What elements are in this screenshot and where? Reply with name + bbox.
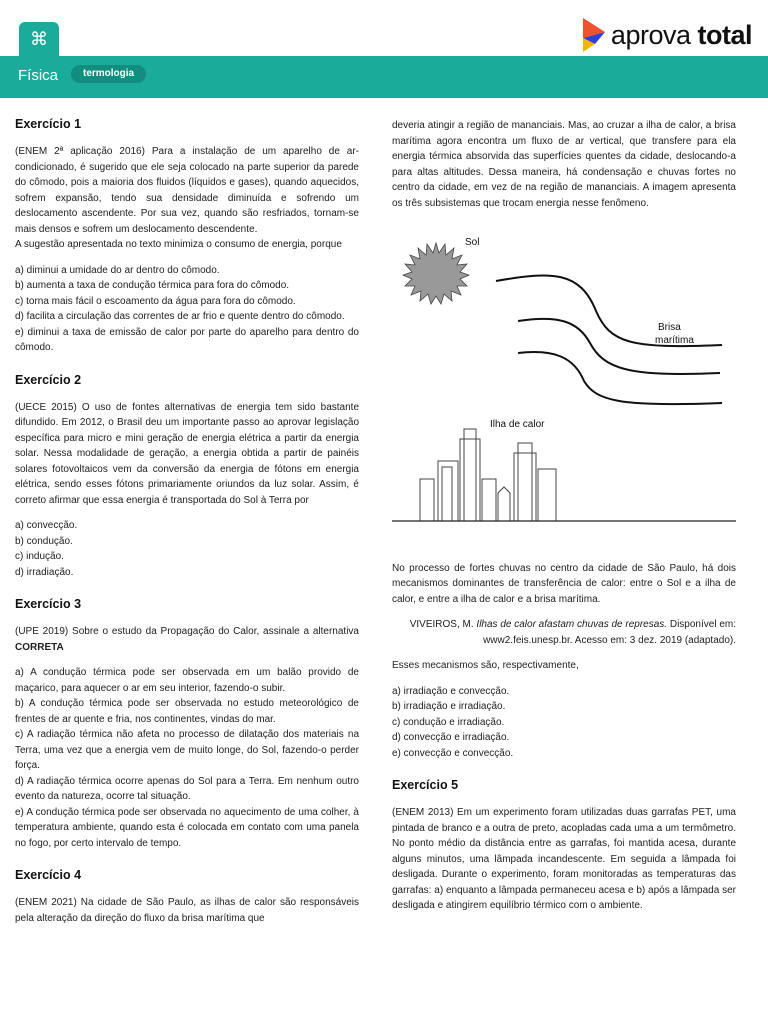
option-d[interactable]: d) convecção e irradiação.: [392, 732, 510, 743]
exercise-2-title: Exercício 2: [15, 372, 82, 387]
option-c[interactable]: c) condução e irradiação.: [392, 716, 505, 728]
top-bar: [0, 0, 768, 56]
option-a[interactable]: a) convecção.: [15, 520, 78, 531]
breeze-label-1: Brisa: [658, 322, 681, 333]
exercise-3-title: Exercício 3: [15, 597, 82, 611]
citation: VIVEIROS, M. Ilhas de calor afastam chuvas de represas. Disponível em: www2.feis.unesp.br. Acesso em: 3 dez. 2019 (adaptado).: [409, 619, 736, 646]
exercise-1-text: (ENEM 2ª aplicação 2016) Para a instalação de um aparelho de ar-condicionado, é sugerido que ele seja colocado na parte superior da parede do cômodo, pois a maioria dos fluidos (líquidos e gases), quando aquecidos, sofrem expansão, tendo sua densidade diminuída e sofrendo um deslocamento ascendente. Por sua vez, quando são resfriados, tornam-se mais densos e sofrem um deslocamento descendente.: [15, 146, 359, 235]
subject-header: [0, 56, 768, 98]
option-b[interactable]: b) aumenta a taxa de condução térmica para fora do cômodo.: [15, 280, 290, 291]
exercise-2-options: [15, 518, 359, 580]
exercise-4-question: Esses mecanismos são, respectivamente,: [392, 660, 579, 671]
exercise-4-options: [392, 684, 736, 762]
exercise-5-title: Exercício 5: [392, 778, 459, 792]
exercise-4-text-start: (ENEM 2021) Na cidade de São Paulo, as ilhas de calor são responsáveis pela alteração da direção do fluxo da brisa marítima que: [15, 897, 359, 924]
right-column: [392, 118, 736, 914]
option-c[interactable]: c) torna mais fácil o escoamento da água para fora do cômodo.: [15, 295, 296, 307]
exercise-5-text: (ENEM 2013) Em um experimento foram utilizadas duas garrafas PET, uma pintada de branco e a outra de preto, acopladas cada uma a um termômetro. No ponto médio da distância entre as garrafas, foi mantida acesa, durante alguns minutos, uma lâmpada incandescente. Em seguida a lâmpada foi desligada. Durante o experimento, foram monitoradas as temperaturas das garrafas: a) enquanto a lâmpada permaneceu acesa e b) após a lâmpada ser desligada e atingirem equilíbrio térmico com o ambiente.: [392, 807, 736, 911]
option-b[interactable]: b) A condução térmica pode ser observada no estudo meteorológico de frentes de ar quente e fria, nos continentes, vindas do mar.: [15, 698, 359, 725]
island-label: Ilha de calor: [490, 419, 545, 430]
option-c[interactable]: c) indução.: [15, 551, 64, 562]
option-a[interactable]: a) irradiação e convecção.: [392, 685, 510, 697]
exercise-1-question: A sugestão apresentada no texto minimiza o consumo de energia, porque: [15, 239, 342, 250]
option-b[interactable]: b) irradiação e irradiação.: [392, 701, 506, 712]
option-a[interactable]: a) diminui a umidade do ar dentro do cômodo.: [15, 264, 220, 276]
exercise-4-text-cont: deveria atingir a região de mananciais. Mas, ao cruzar a ilha de calor, a brisa marítima agora encontra um fluxo de ar vertical, que transfere para ela energia térmica absorvida das superfícies quentes da cidade, deslocando-a para altas altitudes. Dessa maneira, há condensação e chuvas fortes no centro da cidade, em vez de na região de mananciais. A imagem apresenta os três subsistemas que trocam energia nesse fenômeno.: [392, 120, 736, 209]
logo: [581, 18, 752, 52]
option-d[interactable]: d) irradiação.: [15, 566, 74, 578]
subject-title: Física: [18, 67, 59, 84]
exercise-3-options: [15, 665, 359, 851]
breeze-line-3: [518, 352, 722, 404]
exercise-2-text: (UECE 2015) O uso de fontes alternativas de energia tem sido bastante difundido. Em 2012, o Brasil deu um importante passo ao aprovar legislação específica para micro e mini geração de energia elétrica a partir da energia solar. Nessa modalidade de geração, a energia obtida a partir de painéis solares fotovoltaicos vem da conversão da energia de fótons em energia elétrica, sendo esses fótons primariamente oriundos da luz solar. Assim, é correto afirmar que essa energia é transportada do Sol à Terra por: [15, 401, 359, 506]
topic-tag[interactable]: termologia: [71, 65, 146, 83]
breeze-label-2: marítima: [655, 335, 694, 346]
sun-label: Sol: [465, 237, 480, 248]
option-e[interactable]: e) diminui a taxa de emissão de calor por parte do aparelho para dentro do cômodo.: [15, 326, 359, 353]
exercise-4-title: Exercício 4: [15, 868, 82, 882]
exercise-3-text: (UPE 2019) Sobre o estudo da Propagação do Calor, assinale a alternativa CORRETA: [15, 626, 359, 653]
exercise-4-text-after: No processo de fortes chuvas no centro da cidade de São Paulo, há dois mecanismos dominantes de transferência de calor: entre o Sol e a ilha de calor, e entre a ilha de calor e a brisa marítima.: [392, 562, 736, 605]
option-c[interactable]: c) A radiação térmica não afeta no processo de dilatação dos materiais na Terra, uma vez que a energia vem de muito longe, do Sol, fazendo-o perder força.: [15, 729, 359, 771]
exercise-1-options: [15, 263, 359, 356]
heat-island-figure: [392, 231, 736, 549]
logo-word-total: total: [697, 19, 752, 50]
option-d[interactable]: d) A radiação térmica ocorre apenas do Sol para a Terra. Em nenhum outro evento da natureza, ocorre tal situação.: [15, 775, 359, 802]
exercise-1-title: Exercício 1: [15, 117, 82, 131]
command-icon[interactable]: ⌘: [19, 22, 59, 56]
sun-icon: [403, 243, 469, 304]
option-b[interactable]: b) condução.: [15, 535, 73, 547]
city-buildings-icon: [392, 429, 736, 521]
option-e[interactable]: e) convecção e convecção.: [392, 747, 514, 759]
emphasis-correta: CORRETA: [15, 641, 64, 653]
logo-mark-icon: [581, 18, 607, 52]
option-e[interactable]: e) A condução térmica pode ser observada no aquecimento de uma colher, à temperatura ambiente, quando esta é colocada em contato com uma panela no fogo, por certo intervalo de tempo.: [15, 806, 359, 849]
option-a[interactable]: a) A condução térmica pode ser observada em um balão provido de maçarico, para aquecer o ar em seu interior, fazendo-o subir.: [15, 667, 359, 694]
option-d[interactable]: d) facilita a circulação das correntes de ar frio e quente dentro do cômodo.: [15, 311, 345, 322]
left-column: [15, 116, 359, 926]
logo-word-aprova: aprova: [610, 19, 691, 50]
